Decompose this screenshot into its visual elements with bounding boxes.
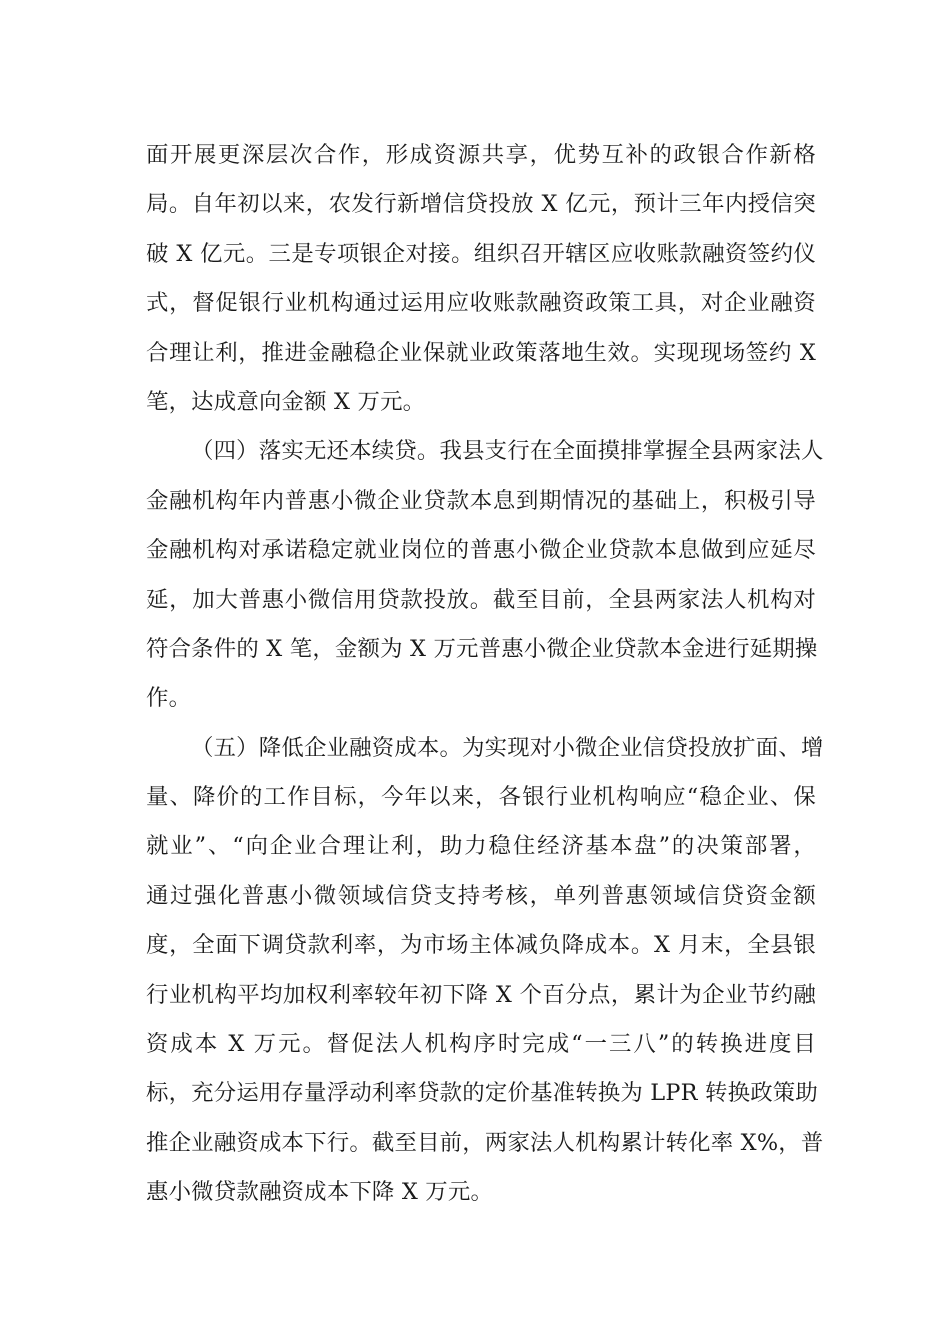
text-line: 作。 — [146, 685, 192, 712]
document-body — [146, 131, 824, 1218]
text-line: 推企业融资成本下行。截至目前，两家法人机构累计转化率 X%，普 — [146, 1129, 824, 1156]
text-line: 通过强化普惠小微领域信贷支持考核，单列普惠领域信贷资金额 — [146, 882, 816, 909]
text-line: 合理让利，推进金融稳企业保就业政策落地生效。实现现场签约 X — [146, 339, 816, 366]
text-line: 就业”、“向企业合理让利，助力稳住经济基本盘”的决策部署， — [146, 833, 816, 860]
text-line: 标，充分运用存量浮动利率贷款的定价基准转换为 LPR 转换政策助 — [146, 1080, 818, 1107]
paragraph-cooperation — [146, 131, 816, 427]
paragraph-financing-cost — [146, 724, 824, 1218]
text-line: 金融机构对承诺稳定就业岗位的普惠小微企业贷款本息做到应延尽 — [146, 537, 816, 564]
text-line: 度，全面下调贷款利率，为市场主体减负降成本。X 月末，全县银 — [146, 932, 816, 959]
text-line: （四）落实无还本续贷。我县支行在全面摸排掌握全县两家法人 — [191, 438, 824, 465]
text-line: 延，加大普惠小微信用贷款投放。截至目前，全县两家法人机构对 — [146, 586, 816, 613]
text-line: （五）降低企业融资成本。为实现对小微企业信贷投放扩面、增 — [191, 734, 824, 761]
text-line: 资成本 X 万元。督促法人机构序时完成“一三八”的转换进度目 — [146, 1031, 816, 1058]
text-line: 量、降价的工作目标，今年以来，各银行业机构响应“稳企业、保 — [146, 784, 816, 811]
text-line: 局。自年初以来，农发行新增信贷投放 X 亿元，预计三年内授信突 — [146, 191, 816, 218]
text-line: 金融机构年内普惠小微企业贷款本息到期情况的基础上，积极引导 — [146, 487, 816, 514]
text-line: 符合条件的 X 笔，金额为 X 万元普惠小微企业贷款本金进行延期操 — [146, 635, 818, 662]
text-line: 面开展更深层次合作，形成资源共享，优势互补的政银合作新格 — [146, 142, 816, 168]
text-line: 惠小微贷款融资成本下降 X 万元。 — [146, 1179, 494, 1206]
text-line: 破 X 亿元。三是专项银企对接。组织召开辖区应收账款融资签约仪 — [146, 240, 816, 267]
paragraph-renewal-loans — [146, 427, 824, 723]
text-line: 笔，达成意向金额 X 万元。 — [146, 388, 426, 415]
text-line: 式，督促银行业机构通过运用应收账款融资政策工具，对企业融资 — [146, 290, 816, 317]
text-line: 行业机构平均加权利率较年初下降 X 个百分点，累计为企业节约融 — [146, 981, 816, 1008]
